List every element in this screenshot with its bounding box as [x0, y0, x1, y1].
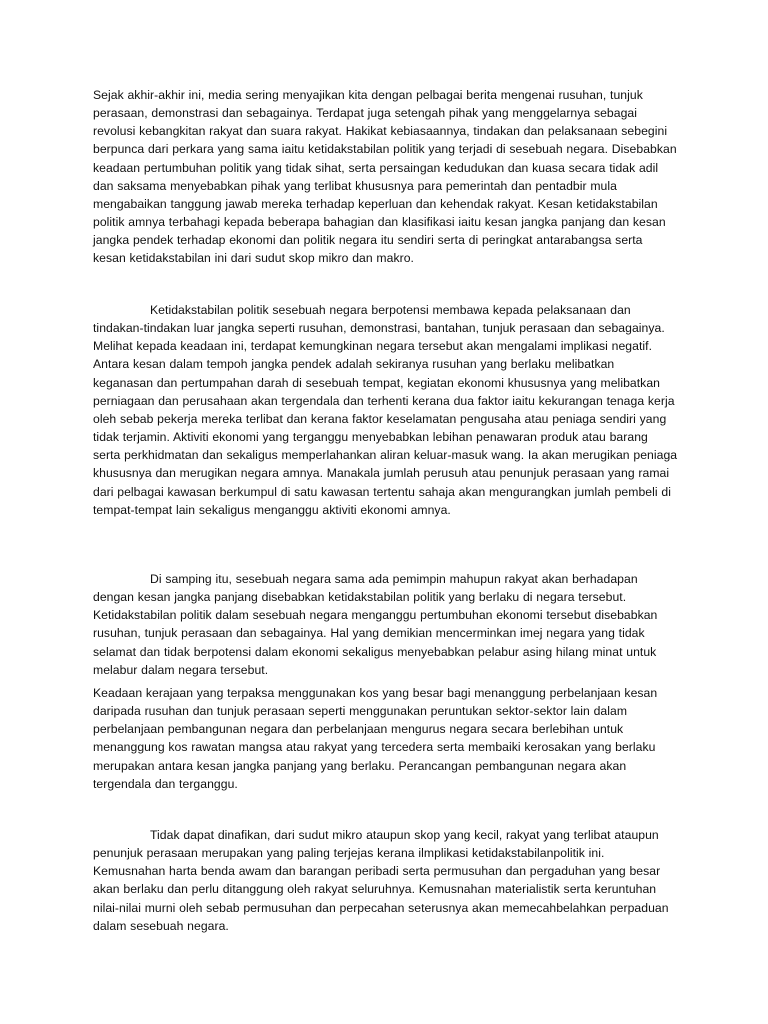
paragraph-long-term-effects: Di samping itu, sesebuah negara sama ada pemimpin mahupun rakyat akan berhadapan dengan kesan jangka panjang disebabkan ketidakstabilan politik yang berlaku di negara tersebut. Ketidakstabilan politik dalam sesebuah negara menganggu pertumbuhan ekonomi tersebut disebabkan rusuhan, tunjuk perasaan dan sebagainya. Hal yang demikian mencerminkan imej negara yang tidak selamat dan tidak berpotensi dalam ekonomi sekaligus menyebabkan pelabur asing hilang minat untuk melabur dalam negara tersebut.: [93, 572, 658, 677]
paragraph-intro: Sejak akhir-akhir ini, media sering menyajikan kita dengan pelbagai berita mengenai rusuhan, tunjuk perasaan, demonstrasi dan sebagainya. Terdapat juga setengah pihak yang menggelarnya sebagai revolusi kebangkitan rakyat dan suara rakyat. Hakikat kebiasaannya, tindakan dan pelaksanaan sebegini berpunca dari perkara yang sama iaitu ketidakstabilan politik yang terjadi di sesebuah negara. Disebabkan keadaan pertumbuhan politik yang tidak sihat, serta persaingan kedudukan dan kuasa secara tidak adil dan saksama menyebabkan pihak yang terlibat khususnya para pemerintah dan pentadbir mula mengabaikan tanggung jawab mereka terhadap keperluan dan kehendak rakyat. Kesan ketidakstabilan politik amnya terbahagi kepada beberapa bahagian dan klasifikasi iaitu kesan jangka panjang dan kesan jangka pendek terhadap ekonomi dan politik negara itu sendiri serta di peringkat antarabangsa serta kesan ketidakstabilan ini dari sudut skop mikro dan makro.: [93, 88, 677, 266]
paragraph-micro-effects: Tidak dapat dinafikan, dari sudut mikro ataupun skop yang kecil, rakyat yang terlibat ataupun penunjuk perasaan merupakan yang paling terjejas kerana ilmplikasi ketidakstabilanpolitik ini. Kemusnahan harta benda awam dan barangan peribadi serta permusuhan dan pergaduhan yang besar akan berlaku dan perlu ditanggung oleh rakyat seluruhnya. Kemusnahan materialistik serta keruntuhan nilai-nilai murni oleh sebab permusuhan dan perpecahan seterusnya akan memecahbelahkan perpaduan dalam sesebuah negara.: [93, 828, 669, 933]
paragraph-short-term-effects: Ketidakstabilan politik sesebuah negara berpotensi membawa kepada pelaksanaan dan tindakan-tindakan luar jangka seperti rusuhan, demonstrasi, bantahan, tunjuk perasaan dan sebagainya. Melihat kepada keadaan ini, terdapat kemungkinan negara tersebut akan mengalami implikasi negatif. Antara kesan dalam tempoh jangka pendek adalah sekiranya rusuhan yang berlaku melibatkan keganasan dan pertumpahan darah di sesebuah tempat, kegiatan ekonomi khususnya yang melibatkan perniagaan dan perusahaan akan tergendala dan terhenti kerana dua faktor iaitu kekurangan tenaga kerja oleh sebab pekerja mereka terlibat dan kerana faktor keselamatan pengusaha atau peniaga sendiri yang tidak terjamin. Aktiviti ekonomi yang terganggu menyebabkan lebihan penawaran produk atau barang serta perkhidmatan dan sekaligus memperlahankan aliran keluar-masuk wang. Ia akan merugikan peniaga khususnya dan merugikan negara amnya. Manakala jumlah perusuh atau penunjuk perasaan yang ramai dari pelbagai kawasan berkumpul di satu kawasan tertentu sahaja akan mengurangkan jumlah pembeli di tempat-tempat lain sekaligus menganggu aktiviti ekonomi amnya.: [93, 303, 678, 517]
paragraph-government-costs: Keadaan kerajaan yang terpaksa menggunakan kos yang besar bagi menanggung perbelanjaan kesan daripada rusuhan dan tunjuk perasaan seperti menggunakan peruntukan sektor-sektor lain dalam perbelanjaan pembangunan negara dan perbelanjaan mengurus negara secara berlebihan untuk menanggung kos rawatan mangsa atau rakyat yang tercedera serta membaiki kerosakan yang berlaku merupakan antara kesan jangka panjang yang berlaku. Perancangan pembangunan negara akan tergendala dan terganggu.: [93, 686, 658, 791]
